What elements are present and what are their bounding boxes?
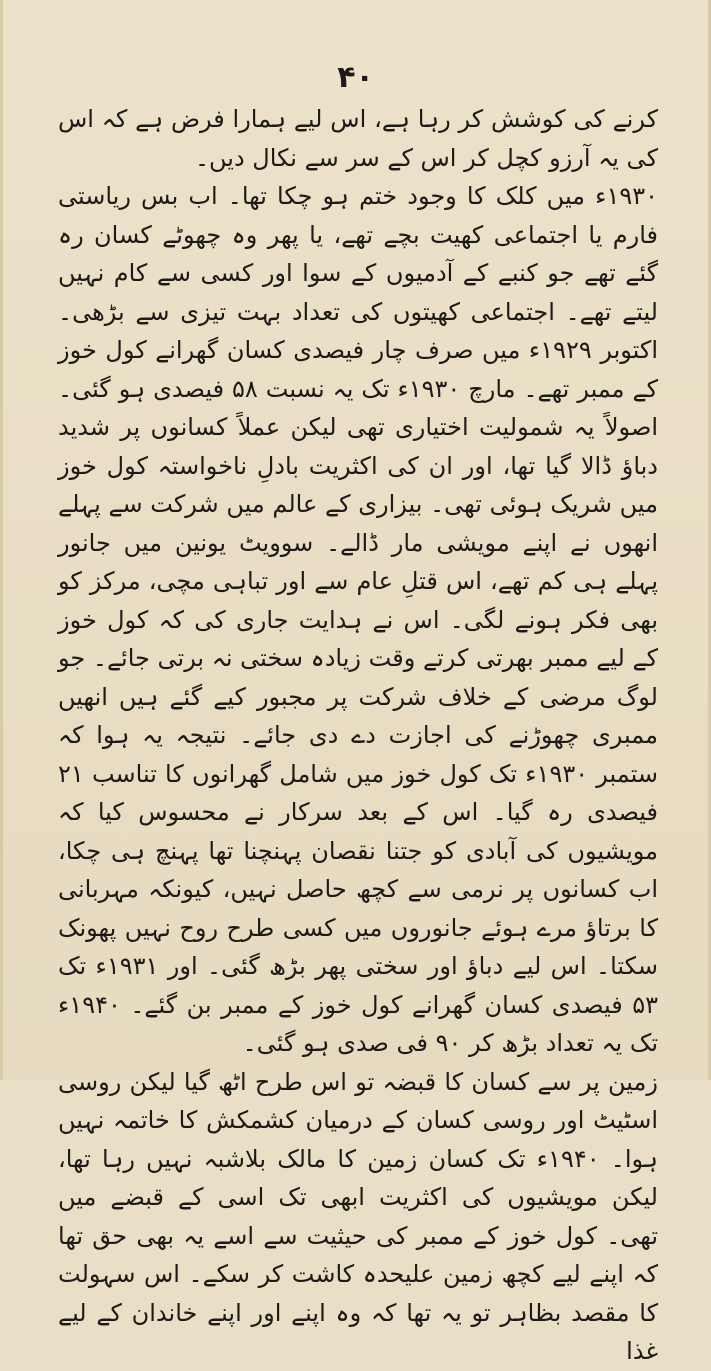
paragraph-2: ۱۹۳۰ء میں کلک کا وجود ختم ہو چکا تھا۔ اب بس ریاستی فارم یا اجتماعی کھیت بچے تھے، یا پھر وہ چھوٹے کسان رہ گئے تھے جو کنبے کے آدمیوں کے سوا اور کسی سے کام نہیں لیتے تھے۔ اجتماعی کھیتوں کی تعداد بہت تیزی سے بڑھی۔ اکتوبر ۱۹۲۹ء میں صرف چار فیصدی کسان گھرانے کول خوز کے ممبر تھے۔ مارچ ۱۹۳۰ء تک یہ نسبت ۵۸ فیصدی ہو گئی۔ اصولاً یہ شمولیت اختیاری تھی لیکن عملاً کسانوں پر شدید دباؤ ڈالا گیا تھا، اور ان کی اکثریت بادلِ ناخواستہ کول خوز میں شریک ہوئی تھی۔ بیزاری کے عالم میں شرکت سے پہلے انھوں نے اپنے مویشی مار ڈالے۔ سوویٹ یونین میں جانور پہلے ہی کم تھے، اس قتلِ عام سے اور تباہی مچی، مرکز کو بھی فکر ہونے لگی۔ اس نے ہدایت جاری کی کہ کول خوز کے لیے ممبر بھرتی کرتے وقت زیادہ سختی نہ برتی جائے۔ جو لوگ مرضی کے خلاف شرکت پر مجبور کیے گئے ہیں انھیں ممبری چھوڑنے کی اجازت دے دی جائے۔ نتیجہ یہ ہوا کہ ستمبر ۱۹۳۰ء تک کول خوز میں شامل گھرانوں کا تناسب ۲۱ فیصدی رہ گیا۔ اس کے بعد سرکار نے محسوس کیا کہ مویشیوں کی آبادی کو جتنا نقصان پہنچنا تھا پہنچ ہی چکا، اب کسانوں پر نرمی سے کچھ حاصل نہیں، کیونکہ مہربانی کا برتاؤ مرے ہوئے جانوروں میں کسی طرح روح نہیں پھونک سکتا۔ اس لیے دباؤ اور سختی پھر بڑھ گئی۔ اور ۱۹۳۱ء تک ۵۳ فیصدی کسان گھرانے کول خوز کے ممبر بن گئے۔ ۱۹۴۰ء تک یہ تعداد بڑھ کر ۹۰ فی صدی ہو گئی۔	[58, 182, 659, 1057]
page-number: ۴۰	[337, 60, 374, 95]
paragraph-3: زمین پر سے کسان کا قبضہ تو اس طرح اٹھ گیا لیکن روسی اسٹیٹ اور روسی کسان کے درمیان کشمکش کا خاتمہ نہیں ہوا۔ ۱۹۴۰ء تک کسان زمین کا مالک بلاشبہ نہیں رہا تھا، لیکن مویشیوں کی اکثریت ابھی تک اسی کے قبضے میں تھی۔ کول خوز کے ممبر کی حیثیت سے اسے یہ بھی حق تھا کہ اپنے لیے کچھ زمین علیحدہ کاشت کر سکے۔ اس سہولت کا مقصد بظاہر تو یہ تھا کہ وہ اپنے اور اپنے خاندان کے لیے غذا	[58, 1067, 658, 1365]
paragraph-1: کرنے کی کوشش کر رہا ہے، اس لیے ہمارا فرض ہے کہ اس کی یہ آرزو کچل کر اس کے سر سے نکال دیں۔	[58, 105, 658, 172]
body-text	[58, 100, 658, 1371]
